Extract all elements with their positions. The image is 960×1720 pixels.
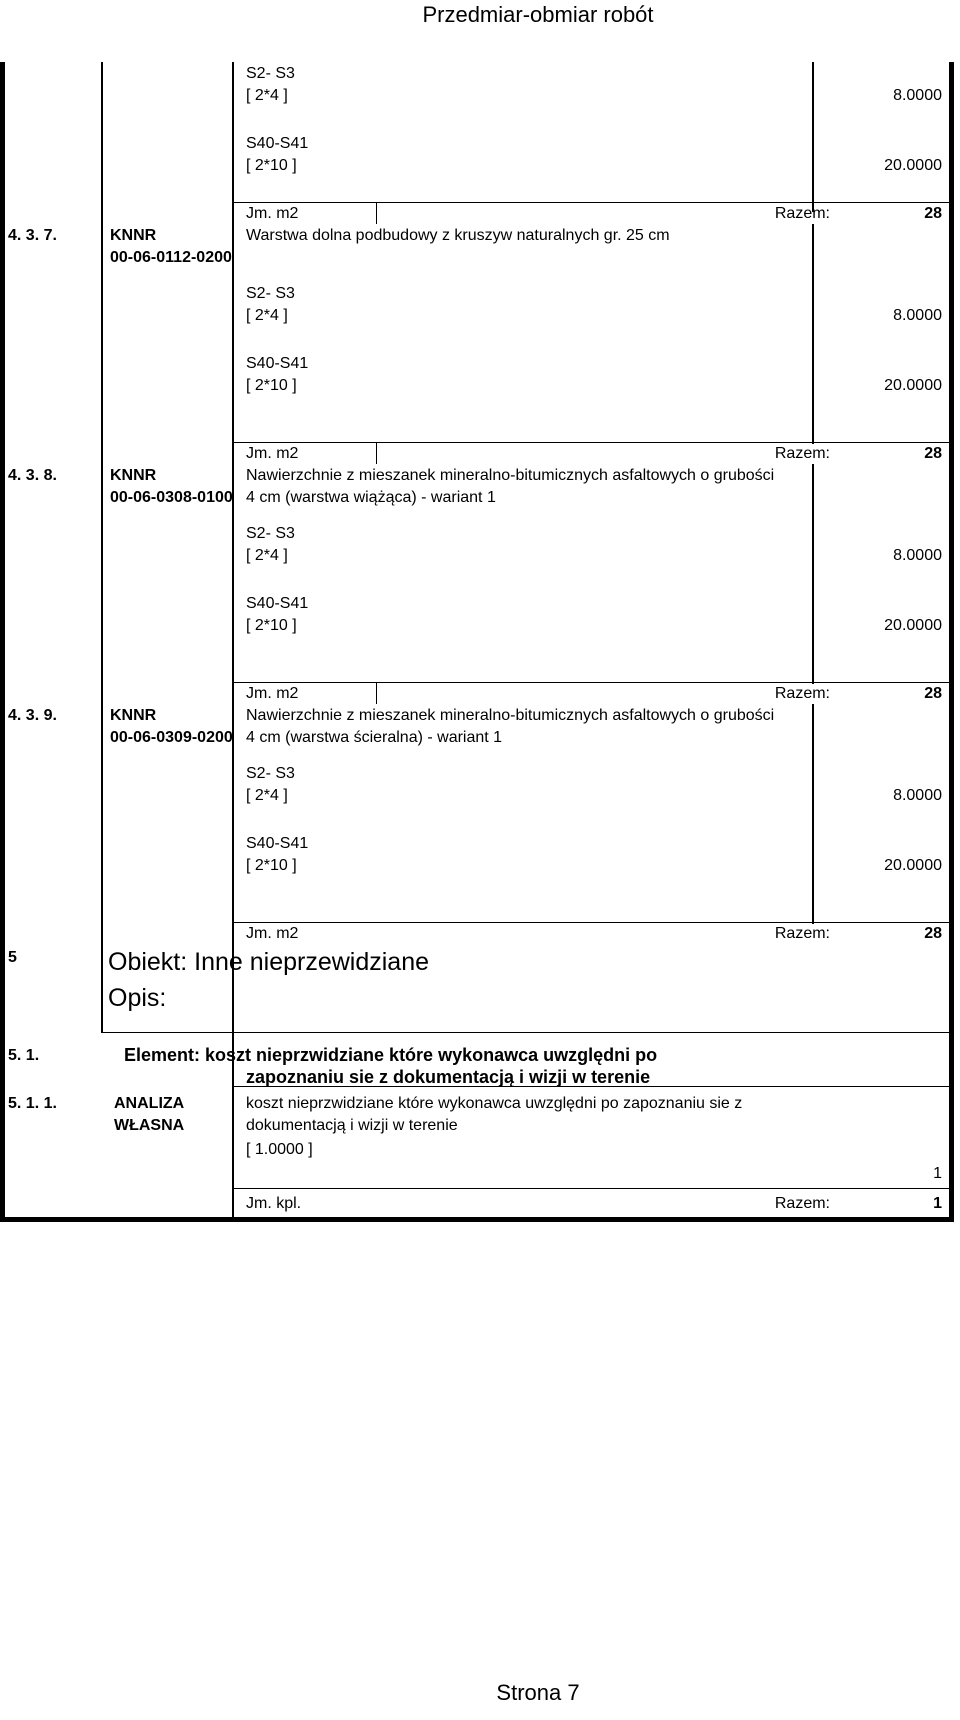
summary-divider-2 [376, 682, 377, 704]
unit-label: Jm. m2 [246, 445, 299, 462]
calc-label: S40-S41 [246, 355, 309, 372]
unit-label: Jm. m2 [246, 685, 299, 702]
calc-label: S2- S3 [246, 65, 295, 82]
summary-line-2 [232, 682, 954, 683]
calc-label: S2- S3 [246, 285, 295, 302]
col-divider-basis [101, 62, 103, 1032]
element-number: 5. 1. [8, 1047, 40, 1064]
calc-formula: [ 2*10 ] [246, 617, 297, 634]
unit-label: Jm. m2 [246, 925, 299, 942]
calc-value: 20.0000 [884, 617, 942, 634]
col-divider-qty-top [812, 62, 814, 212]
calc-formula: [ 2*10 ] [246, 857, 297, 874]
item-basis: KNNR [110, 467, 157, 484]
calc-value: 8.0000 [893, 307, 942, 324]
calc-value: 8.0000 [893, 547, 942, 564]
razem-label: Razem: [774, 205, 830, 222]
item-description: dokumentacją i wizji w terenie [246, 1117, 458, 1134]
item-number: 5. 1. 1. [8, 1095, 57, 1112]
element-title: Element: koszt nieprzwidziane które wykonawca uwzględni po [124, 1045, 658, 1065]
razem-label: Razem: [774, 685, 830, 702]
summary-line-0 [232, 202, 954, 203]
calc-formula: [ 2*10 ] [246, 157, 297, 174]
razem-value: 1 [933, 1195, 942, 1212]
calc-label: S40-S41 [246, 135, 309, 152]
razem-value: 28 [924, 445, 942, 462]
item-basis: ANALIZA [114, 1095, 185, 1112]
element-title: zapoznaniu sie z dokumentacją i wizji w terenie [246, 1067, 651, 1087]
calc-label: S40-S41 [246, 595, 309, 612]
razem-label: Razem: [774, 1195, 830, 1212]
item-description: 4 cm (warstwa wiążąca) - wariant 1 [246, 489, 496, 506]
calc-formula: [ 2*4 ] [246, 787, 288, 804]
item-basis-code: WŁASNA [114, 1117, 185, 1134]
item-basis: KNNR [110, 227, 157, 244]
summary-divider-1 [376, 442, 377, 464]
calc-value: 8.0000 [893, 87, 942, 104]
calc-label: S2- S3 [246, 765, 295, 782]
outer-bottom-border [0, 1217, 954, 1222]
calc-value: 20.0000 [884, 157, 942, 174]
calc-formula: [ 2*10 ] [246, 377, 297, 394]
item-description: Nawierzchnie z mieszanek mineralno-bitumicznych asfaltowych o grubości [246, 707, 775, 724]
object-description-label: Opis: [108, 984, 167, 1012]
item-description: Warstwa dolna podbudowy z kruszyw naturalnych gr. 25 cm [246, 227, 670, 244]
page-title: Przedmiar-obmiar robót [422, 2, 654, 27]
item-number: 4. 3. 8. [8, 467, 57, 484]
outer-right-border [949, 62, 954, 1222]
calc-formula: [ 2*4 ] [246, 307, 288, 324]
calc-formula: [ 2*4 ] [246, 87, 288, 104]
calc-value: 20.0000 [884, 857, 942, 874]
last-summary-line [232, 1188, 954, 1189]
outer-left-border [0, 62, 5, 1222]
col-divider-qty-2 [812, 704, 814, 924]
razem-value: 28 [924, 685, 942, 702]
col-divider-qty-1 [812, 464, 814, 684]
calc-formula: [ 1.0000 ] [246, 1141, 313, 1158]
calc-value: 20.0000 [884, 377, 942, 394]
item-basis-code: 00-06-0112-0200 [110, 249, 232, 266]
object-bottom-line [101, 1032, 954, 1033]
razem-value: 28 [924, 925, 942, 942]
item-basis-code: 00-06-0309-0200 [110, 729, 233, 746]
item-description: koszt nieprzwidziane które wykonawca uwzględni po zapoznaniu sie z [246, 1095, 743, 1112]
col-divider-qty-0 [812, 224, 814, 444]
calc-value: 8.0000 [893, 787, 942, 804]
cost-table [0, 62, 960, 1222]
calc-formula: [ 2*4 ] [246, 547, 288, 564]
summary-line-3 [232, 922, 954, 923]
razem-value: 28 [924, 205, 942, 222]
calc-value: 1 [933, 1165, 942, 1182]
razem-label: Razem: [774, 925, 830, 942]
page-number: Strona 7 [496, 1680, 580, 1705]
razem-label: Razem: [774, 445, 830, 462]
item-description: 4 cm (warstwa ścieralna) - wariant 1 [246, 729, 503, 746]
item-number: 4. 3. 9. [8, 707, 57, 724]
object-number: 5 [8, 949, 17, 966]
item-basis: KNNR [110, 707, 157, 724]
unit-label: Jm. kpl. [246, 1195, 302, 1212]
summary-line-1 [232, 442, 954, 443]
item-basis-code: 00-06-0308-0100 [110, 489, 233, 506]
item-description: Nawierzchnie z mieszanek mineralno-bitumicznych asfaltowych o grubości [246, 467, 775, 484]
object-title: Obiekt: Inne nieprzewidziane [108, 948, 430, 976]
calc-label: S2- S3 [246, 525, 295, 542]
item-number: 4. 3. 7. [8, 227, 57, 244]
summary-divider-0 [376, 202, 377, 224]
calc-label: S40-S41 [246, 835, 309, 852]
unit-label: Jm. m2 [246, 205, 299, 222]
